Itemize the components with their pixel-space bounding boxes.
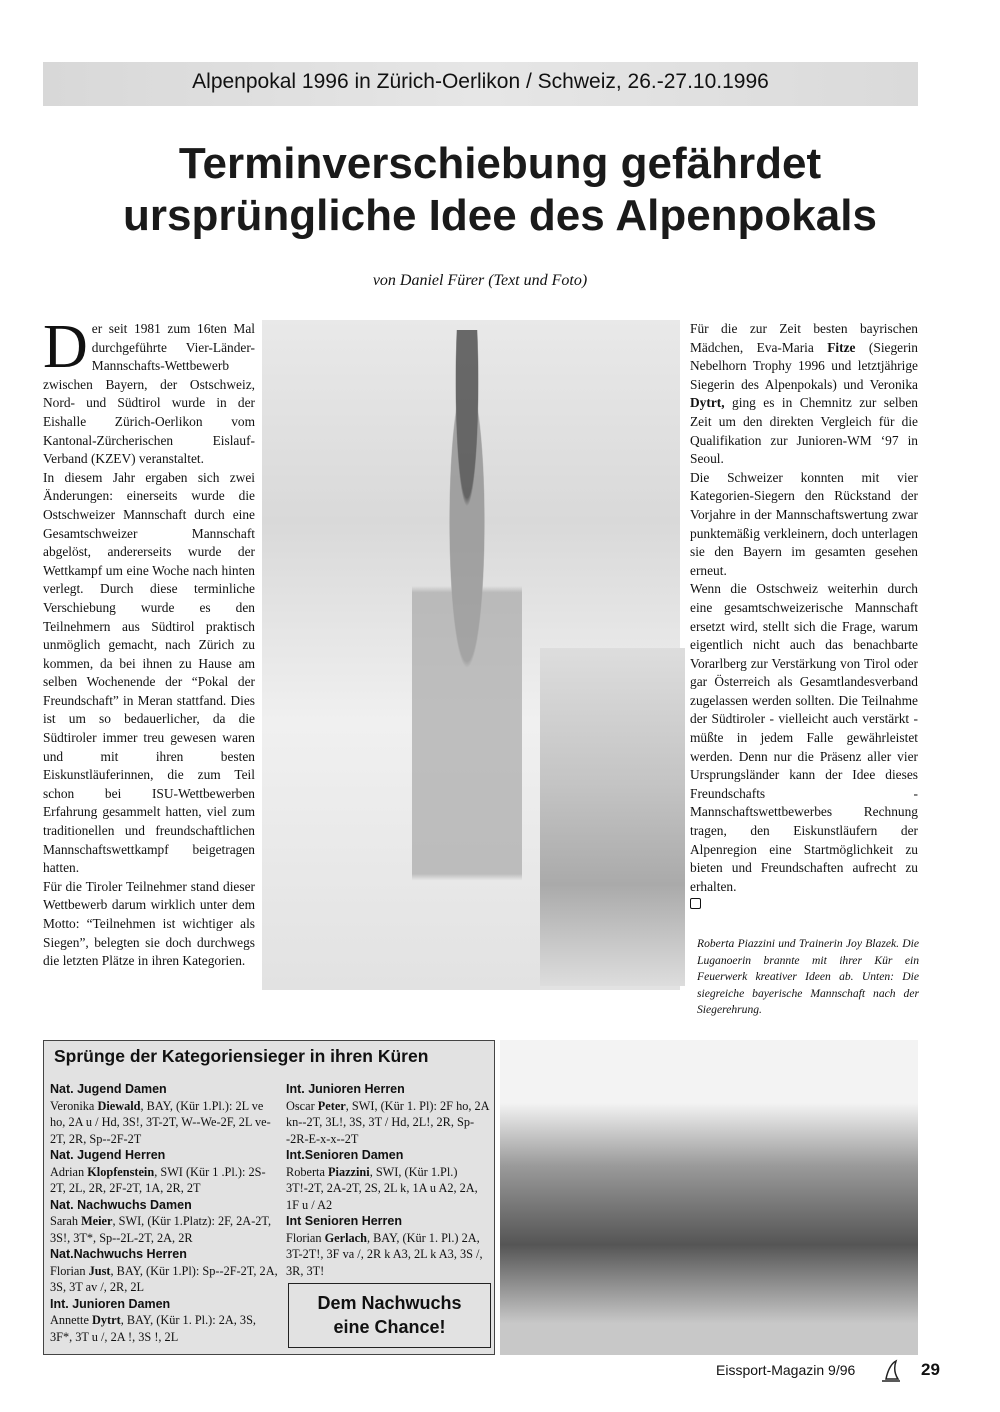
left-column [43,313,255,971]
article-title [20,138,980,242]
result-text [50,1164,280,1197]
skater-surname: Peter [317,1098,346,1113]
photo-caption: Roberta Piazzini und Trainerin Joy Blazek. Die Luganoerin brannte mit ihrer Kür ein Feuerwerk kreativer Ideen ab. Unten: Die siegreiche bayerische Mannschaft nach der Siegerehrung. [697,937,919,1017]
text: , SWI, (Kür 1.Platz): 2F, 2A-2T, 3S!, 3T*, Sp--2L-2T, 2A, 2R [50,1214,272,1245]
paragraph: Wenn die Ostschweiz weiterhin durch eine gesamtschweizerische Mannschaft ersetzt wird, stellt sich die Frage, warum eigentlich nicht auch das benachbarte Vorarlberg zur Verstärkung von Tirol oder gar Österreich als Gesamtlandesverband zugelassen werden sollten. Die Teilnahme der Südtiroler - vielleicht auch verstärkt - müßte in jedem Falle gewährleistet werden. Denn nur die Präsenz aller vier Ursprungsländer kann der Idee dieses Freundschafts - Mannschaftswettbewerbes Rechnung tragen, den Eiskunstläufern der Alpenregion eine Startmöglichkeit zu bieten und Freundschaften aufrecht zu erhalten. [690,581,918,894]
text: Roberta [286,1164,329,1179]
promo-line-2: eine Chance! [333,1317,446,1337]
paragraph: In diesem Jahr ergaben sich zwei Änderungen: einerseits wurde die Ostschweizer Mannschaft durch eine Gesamtschweizer Mannschaft abgelöst, andererseits wurde der Wettkampf um eine Woche nach hinten verlegt. Durch diese terminliche Verschiebung wurde es den Teilnehmern aus Südtirol praktisch unmöglich gemacht, nach Zürich zu kommen, da bei ihnen zu Hause am selben Wochenende der “Pokal der Freundschaft” in Meran stattfand. Dies ist um so bedauerlicher, da die Südtiroler immer treu gewesen waren und mit ihren besten Eiskunstläuferinnen, die zum Teil schon bei ISU-Wettbewerben Erfahrung gesammelt hatten, viel zum traditionellen und freundschaftlichen Mannschaftswettkampf beigetragen hatten. [43,469,255,876]
category-heading: Int. Junioren Herren [286,1082,405,1096]
skater-surname: Klopfenstein [87,1164,155,1179]
name-bold: Dytrt, [690,395,725,411]
text: Sarah [50,1214,82,1228]
result-text [50,1263,280,1296]
event-header: Alpenpokal 1996 in Zürich-Oerlikon / Schweiz, 26.-27.10.1996 [192,70,769,93]
result-entry [286,1213,491,1279]
text: , BAY, (Kür 1. Pl.): 2A, 3S, 3F*, 3T u /, 2A !, 3S !, 2L [50,1313,256,1344]
promo-box [288,1283,491,1348]
category-heading: Nat. Jugend Herren [50,1148,166,1162]
name-bold: Fitze [827,339,856,355]
text: , BAY, (Kür 1. Pl.) 2A, 3T-2T!, 3F va /, 2R k A3, 2L k A3, 3S /, 3R, 3T! [286,1230,483,1278]
skater-figure [412,330,522,970]
category-heading: Int Senioren Herren [286,1214,402,1228]
text: , BAY, (Kür 1.Pl): Sp--2F-2T, 2A, 3S, 3T av /, 2R, 2L [50,1263,278,1294]
text: Für die zur Zeit besten bayrischen Mädchen, Eva-Maria [690,321,918,355]
text: Oscar [286,1098,318,1113]
result-text [286,1098,491,1148]
box-title: Sprünge der Kategoriensieger in ihren Küren [54,1046,429,1066]
result-text [50,1098,280,1148]
result-text [286,1164,491,1214]
skater-surname: Meier [81,1214,113,1228]
result-entry [50,1081,280,1147]
results-column-2 [286,1081,491,1279]
paragraph: er seit 1981 zum 16ten Mal durchgeführte Vier-Länder-Mannschafts-Wettbewerb zwischen Bayern, der Ostschweiz, Nord- und Südtirol wurde in der Eishalle Zürich-Oerlikon vom Kantonal-Zürcherischen Eislauf-Verband (KZEV) veranstaltet. [43,321,255,467]
category-heading: Int.Senioren Damen [286,1148,404,1162]
skater-surname: Dytrt [92,1313,121,1327]
results-box [43,1040,495,1355]
text: Annette [50,1313,93,1327]
result-entry [286,1081,491,1147]
paragraph: Die Schweizer konnten mit vier Kategorien-Siegern den Rückstand der Vorjahre in der Mannschaftswertung zwar punktemäßig verkleinern, doch unterlagen sie den Bayern im gesamten gesehen erneut. [690,469,918,578]
end-mark-icon [690,898,701,909]
result-text [50,1213,280,1246]
result-entry [286,1147,491,1213]
page-number: 29 [921,1360,940,1379]
result-entry [50,1296,280,1346]
result-entry [50,1147,280,1197]
team-photo [500,1040,918,1355]
skater-surname: Gerlach [324,1230,367,1245]
paragraph: Für die Tiroler Teilnehmer stand dieser Wettbewerb darum wirklich unter dem Motto: “Teilnehmen ist wichtiger als Siegen”, belegten sie doch durchwegs die letzten Plätze in ihren Kategorien. [43,878,255,969]
title-line-1: Terminverschiebung gefährdet [178,139,822,188]
promo-line-1: Dem Nachwuchs [317,1293,462,1313]
event-header-band [43,62,918,106]
skater-surname: Piazzini [328,1164,370,1179]
text: Veronika [50,1098,98,1113]
category-heading: Nat. Jugend Damen [50,1082,167,1096]
skater-trainer-photo [540,648,685,986]
category-heading: Nat. Nachwuchs Damen [50,1197,192,1212]
magazine-issue: Eissport-Magazin 9/96 [716,1362,856,1378]
result-entry [50,1246,280,1296]
title-line-2: ursprüngliche Idee des Alpenpokals [123,191,877,240]
result-text [50,1312,280,1345]
skater-surname: Just [88,1263,111,1278]
text: , SWI, (Kür 1.Pl.) 3T!-2T, 2A-2T, 2S, 2L k, 1A u A2, 2A, 1F u / A2 [286,1164,478,1212]
text: ging es in Chemnitz zur selben Zeit um den direkten Vergleich für die Qualifikation zur Junioren-WM ‘97 in Seoul. [690,395,918,467]
text: , SWI (Kür 1 .Pl.): 2S-2T, 2L, 2R, 2F-2T, 1A, 2R, 2T [50,1164,266,1195]
text: , SWI, (Kür 1. Pl): 2F ho, 2A kn--2T, 3L!, 3S, 3T / Hd, 2L!, 2R, Sp--2R-E-x-x--2T [286,1098,489,1146]
text: , BAY, (Kür 1.Pl.): 2L ve ho, 2A u / Hd, 3S!, 3T-2T, W--We-2F, 2L ve-2T, 2R, Sp--2F-2T [50,1098,271,1146]
skater-surname: Diewald [97,1098,141,1113]
text: Florian [286,1230,325,1245]
text: (Siegerin Nebelhorn Trophy 1996 und letztjährige Siegerin des Alpenpokals) und Veronika [690,339,918,392]
drop-cap: D [43,313,88,381]
magazine-logo-icon [876,1359,906,1385]
results-column-1 [50,1081,280,1345]
result-entry [50,1197,280,1247]
right-column [690,320,918,915]
text: Adrian [50,1164,88,1179]
byline: von Daniel Fürer (Text und Foto) [372,272,588,289]
result-text [286,1230,491,1280]
text: Florian [50,1263,89,1278]
category-heading: Nat.Nachwuchs Herren [50,1247,187,1261]
category-heading: Int. Junioren Damen [50,1296,171,1311]
